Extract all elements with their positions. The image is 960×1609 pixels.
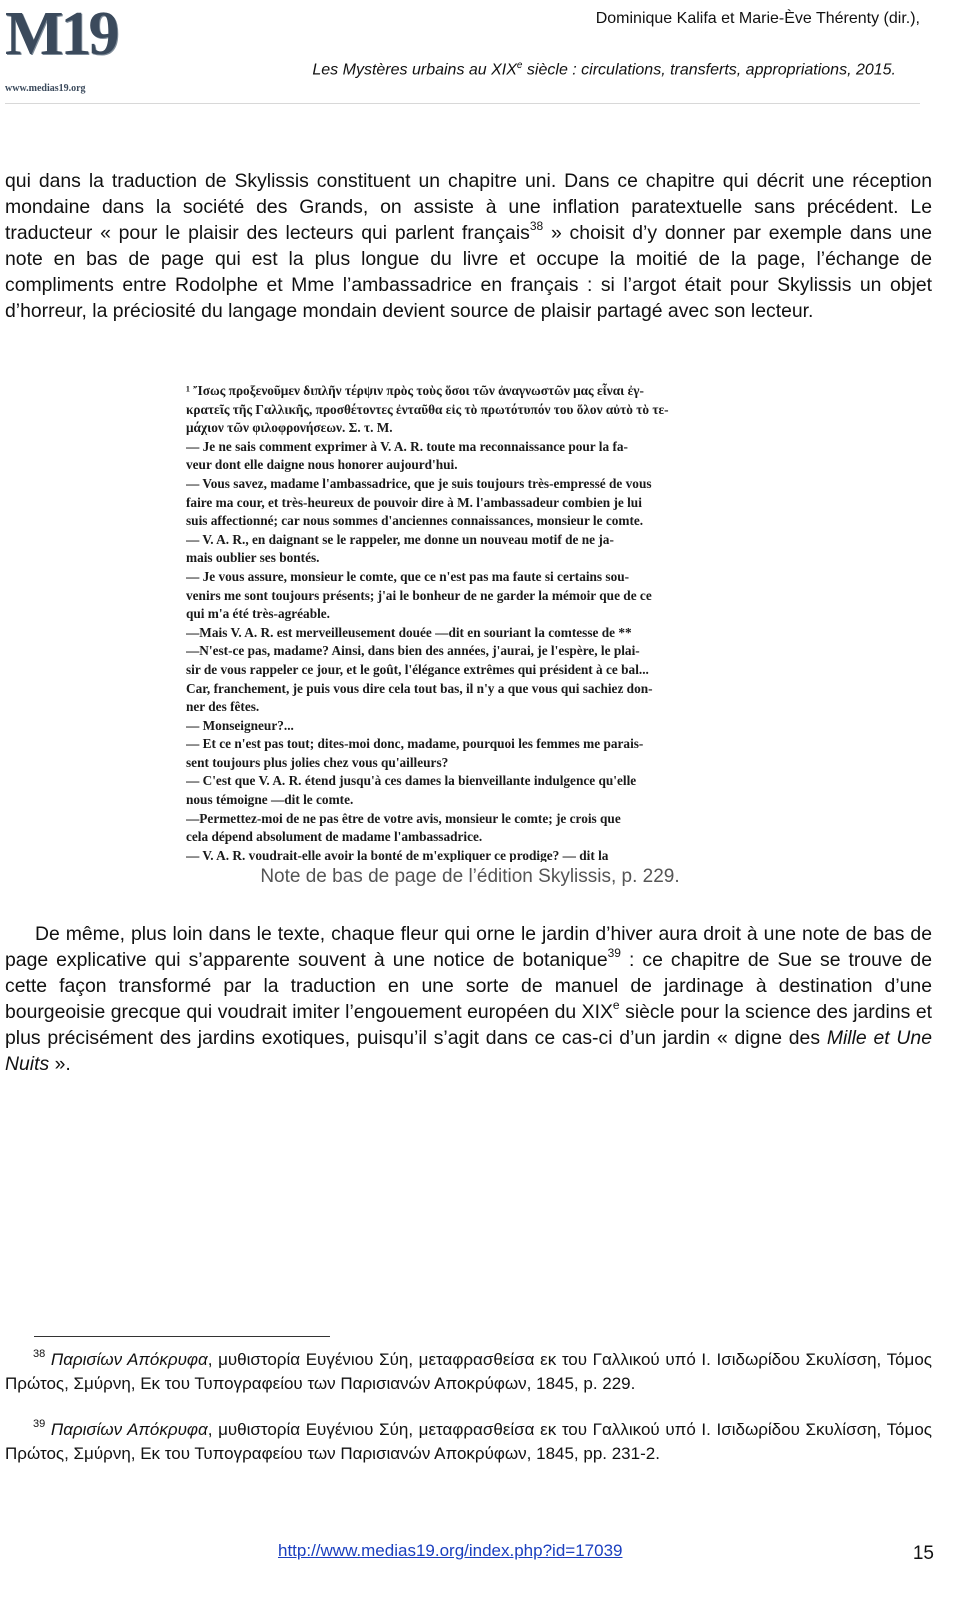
figure-line: κρατεῖς τῆς Γαλλικῆς, προσθέτοντες ἐνταῦθα εἰς τὸ πρωτότυπόν του ὅλον αὐτὸ τὸ τε- bbox=[186, 401, 669, 417]
medias19-logo bbox=[5, 2, 121, 94]
figure-line: venirs me sont toujours présents; j'ai le bonheur de ne garder la mémoir que de ce bbox=[186, 587, 652, 603]
figure-line: — Je vous assure, monsieur le comte, que ce n'est pas ma faute si certains sou- bbox=[186, 568, 630, 584]
p2-text-b: : ce chapitre de Sue se trouve de cette façon transformé par la traduction en une sorte de manuel de jardinage à destination d’une bourgeoisie grecque qui voudrait imiter l’engouement européen du XIX bbox=[5, 948, 932, 1023]
footnote-italic-title: Παρισίων Απόκρυφα bbox=[50, 1350, 208, 1369]
footnote-divider bbox=[34, 1336, 330, 1337]
p2-text-a: De même, plus loin dans le texte, chaque fleur qui orne le jardin d’hiver aura droit à une note de bas de page explicative qui s’apparente souvent à une notice de botanique bbox=[5, 923, 932, 971]
page-number: 15 bbox=[912, 1543, 934, 1564]
header-title-post: siècle : circulations, transferts, appropriations, 2015. bbox=[522, 61, 896, 79]
scanned-footnote-figure bbox=[186, 382, 780, 862]
figure-line: — Monseigneur?... bbox=[186, 717, 294, 733]
figure-line: veur dont elle daigne nous honorer aujourd'hui. bbox=[186, 457, 458, 473]
header-title-sup: e bbox=[516, 60, 523, 71]
figure-line: — Je ne sais comment exprimer à V. A. R. toute ma reconnaissance pour la fa- bbox=[186, 438, 628, 454]
figure-line: — Vous savez, madame l'ambassadrice, que je suis toujours très-empressé de vous bbox=[186, 475, 652, 491]
figure-line: — V. A. R., en daignant se le rappeler, me donne un nouveau motif de ne ja- bbox=[186, 531, 614, 547]
header-divider bbox=[5, 103, 920, 104]
footnote-ref-39[interactable]: 39 bbox=[607, 945, 621, 960]
figure-line: Car, franchement, je puis vous dire cela tout bas, il n'y a que vous qui sachiez don- bbox=[186, 680, 653, 696]
footer-url-link[interactable]: http://www.medias19.org/index.php?id=17039 bbox=[278, 1541, 623, 1560]
footnote-38 bbox=[5, 1348, 932, 1395]
figure-line: —Mais V. A. R. est merveilleusement douée —dit en souriant la comtesse de ** bbox=[186, 624, 632, 640]
figure-line: qui m'a été très-agréable. bbox=[186, 606, 331, 622]
figure-line: sir de vous rappeler ce jour, et le goût, l'élégance extrêmes qui président à ce bal... bbox=[186, 661, 649, 677]
figure-line: faire ma cour, et très-heureux de pouvoir dire à M. l'ambassadeur combien je lui bbox=[186, 494, 642, 510]
header-title-pre: Les Mystères urbains au XIX bbox=[312, 61, 517, 79]
footnote-number: 39 bbox=[33, 1418, 46, 1430]
figure-line: ¹ Ἴσως προξενοῦμεν διπλῆν τέρψιν πρὸς τοὺς ὅσοι τῶν ἀναγνωστῶν μας εἶναι ἐγ- bbox=[186, 383, 644, 398]
figure-line: —N'est-ce pas, madame? Ainsi, dans bien des années, j'aurai, je l'espère, le plai- bbox=[186, 643, 640, 659]
p2-text-d: ». bbox=[49, 1052, 71, 1075]
footnote-text: , μυθιστορία Ευγένιου Σύη, μεταφρασθείσα εκ του Γαλλικού υπό Ι. Ισιδωρίδου Σκυλίσση, Τόμος Πρώτος, Σμύρνη, Εκ του Τυπογραφείου των Παρισιανών Αποκρύφων, 1845, p. 229. bbox=[5, 1350, 932, 1393]
logo-text: M19 bbox=[5, 0, 117, 68]
header-editors: Dominique Kalifa et Marie-Ève Thérenty (dir.), bbox=[595, 10, 920, 27]
figure-line: — Et ce n'est pas tout; dites-moi donc, madame, pourquoi les femmes me parais- bbox=[186, 736, 644, 752]
figure-caption: Note de bas de page de l’édition Skylissis, p. 229. bbox=[260, 866, 680, 887]
p2-text-c: siècle pour la science des jardins et plus précisément des jardins exotiques, puisqu’il s’agit dans ce cas-ci d’un jardin « digne des bbox=[5, 1000, 932, 1049]
figure-line: — V. A. R. voudrait-elle avoir la bonté de m'expliquer ce prodige? — dit la bbox=[186, 847, 609, 862]
body-paragraph-2 bbox=[5, 922, 932, 1077]
footnote-39 bbox=[5, 1418, 932, 1465]
p2-italic-title: Mille et Une Nuits bbox=[5, 1026, 932, 1075]
p1-text-a: qui dans la traduction de Skylissis constituent un chapitre uni. Dans ce chapitre qui décrit une réception mondaine dans la société des Grands, on assiste à une inflation paratextuelle sans précédent. Le traducteur « pour le plaisir des lecteurs qui parlent français bbox=[5, 170, 932, 244]
header-book-title bbox=[312, 60, 896, 79]
figure-line: μάχιον τῶν φιλοφρονήσεων. Σ. τ. Μ. bbox=[186, 420, 393, 436]
footnote-text: , μυθιστορία Ευγένιου Σύη, μεταφρασθείσα εκ του Γαλλικού υπό Ι. Ισιδωρίδου Σκυλίσση, Τόμος Πρώτος, Σμύρνη, Εκ του Τυπογραφείου των Παρισιανών Αποκρύφων, 1845, pp. 231-2. bbox=[5, 1420, 932, 1463]
figure-line: — C'est que V. A. R. étend jusqu'à ces dames la bienveillante indulgence qu'elle bbox=[186, 773, 637, 789]
logo-url: www.medias19.org bbox=[5, 83, 86, 94]
figure-line: mais oublier ses bontés. bbox=[186, 550, 320, 566]
footnote-ref-38[interactable]: 38 bbox=[529, 218, 544, 233]
figure-line: cela dépend absolument de madame l'ambassadrice. bbox=[186, 829, 483, 845]
p2-century-sup: e bbox=[612, 997, 620, 1012]
p1-text-b: » choisit d’y donner par exemple dans une note en bas de page qui est la plus longue du livre et occupe la moitié de la page, l’échange de compliments entre Rodolphe et Mme l’ambassadrice en français : si l’argot était pour Skylissis un objet d’horreur, la préciosité du langage mondain devient source de plaisir partagé avec son lecteur. bbox=[5, 221, 933, 322]
footnote-number: 38 bbox=[33, 1348, 46, 1360]
figure-line: suis affectionné; car nous sommes d'anciennes connaissances, monsieur le comte. bbox=[186, 513, 644, 529]
body-paragraph-1 bbox=[5, 169, 932, 324]
figure-line: nous témoigne —dit le comte. bbox=[186, 792, 354, 808]
figure-line: sent toujours plus jolies chez vous qu'ailleurs? bbox=[186, 754, 449, 770]
footnote-italic-title: Παρισίων Απόκρυφα bbox=[50, 1420, 208, 1439]
figure-line: —Permettez-moi de ne pas être de votre avis, monsieur le comte; je crois que bbox=[186, 810, 621, 826]
figure-line: ner des fêtes. bbox=[186, 699, 260, 715]
